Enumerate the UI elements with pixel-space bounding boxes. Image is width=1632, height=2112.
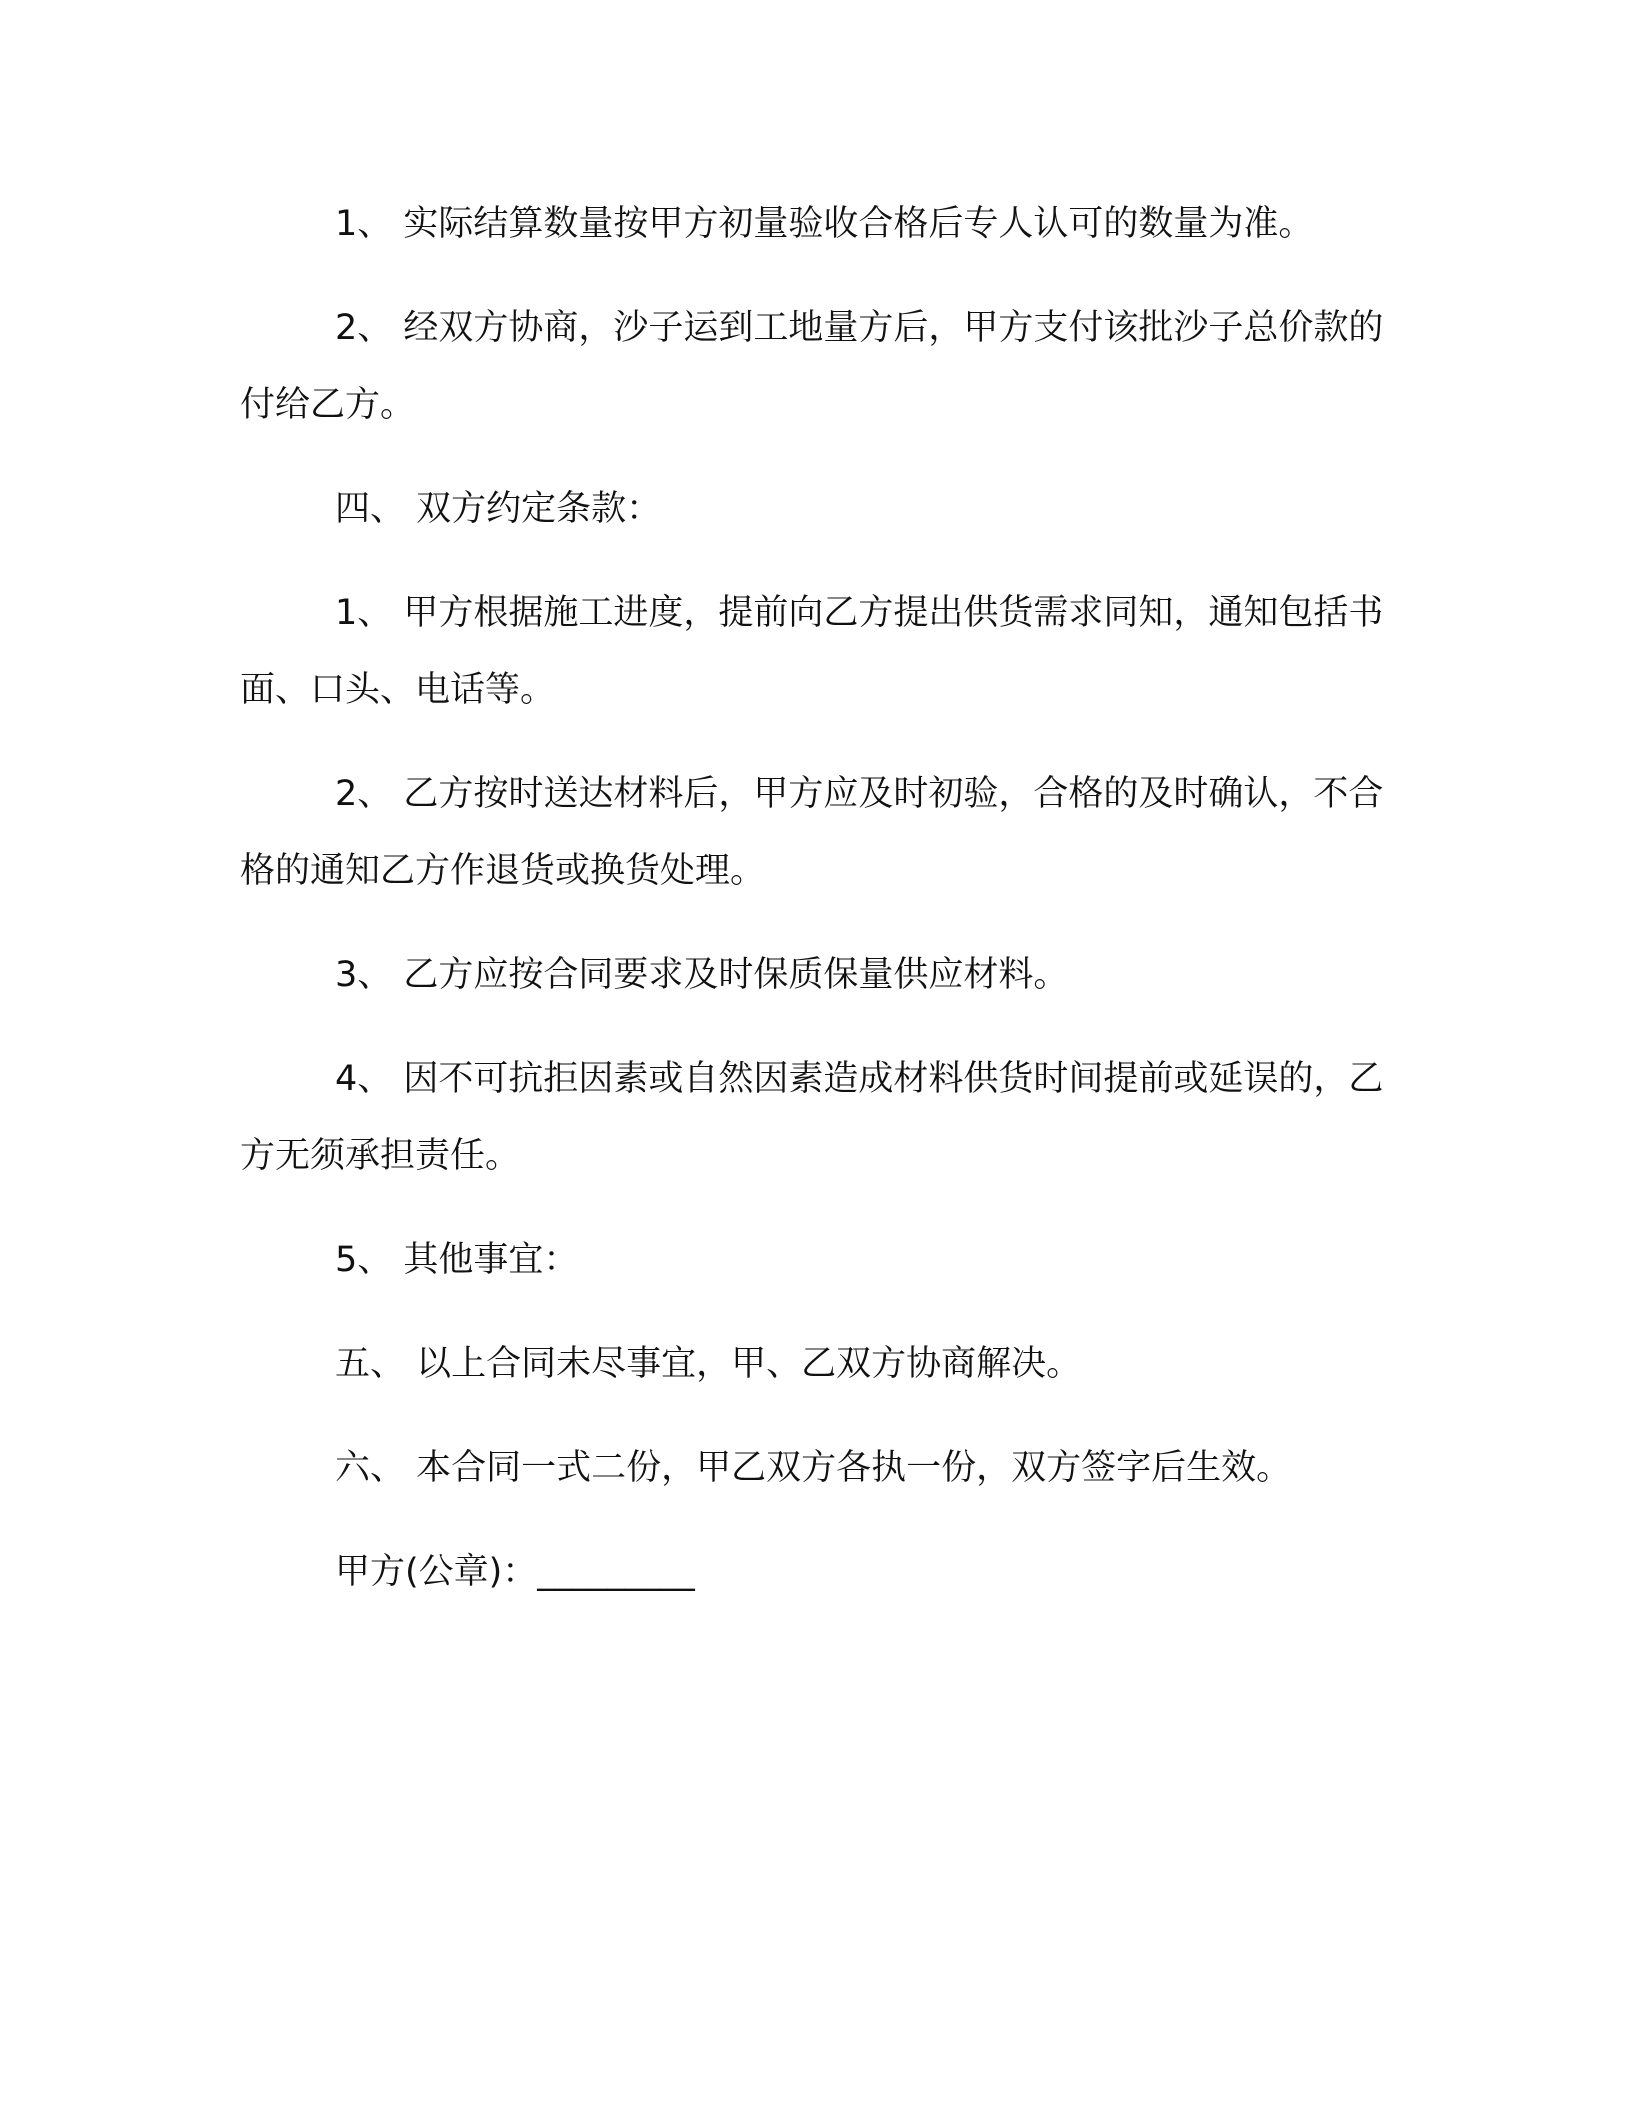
section-copies-effective: 六、 本合同一式二份，甲乙双方各执一份，双方签字后生效。 [335, 1448, 1292, 1488]
clause-inspection: 2、 乙方按时送达材料后，甲方应及时初验，合格的及时确认，不合格的通知乙方作退货或换货处理。 [240, 774, 1384, 891]
clause-payment: 2、 经双方协商，沙子运到工地量方后，甲方支付该批沙子总价款的 付给乙方。 [240, 308, 1384, 425]
clause-settlement-quantity: 1、 实际结算数量按甲方初量验收合格后专人认可的数量为准。 [335, 204, 1314, 244]
section-heading-agreed-terms: 四、 双方约定条款： [335, 489, 662, 529]
party-a-signature-line: 甲方(公章)：_________ [335, 1552, 695, 1592]
section-unresolved-matters: 五、 以上合同未尽事宜，甲、乙双方协商解决。 [335, 1344, 1082, 1384]
clause-quality-supply: 3、 乙方应按合同要求及时保质保量供应材料。 [335, 955, 1069, 995]
clause-other-matters: 5、 其他事宜： [335, 1240, 579, 1280]
document-body [240, 186, 1390, 1638]
clause-supply-notice: 1、 甲方根据施工进度，提前向乙方提出供货需求同知，通知包括书面、口头、电话等。 [240, 593, 1384, 710]
clause-force-majeure: 4、 因不可抗拒因素或自然因素造成材料供货时间提前或延误的，乙方无须承担责任。 [240, 1059, 1384, 1176]
